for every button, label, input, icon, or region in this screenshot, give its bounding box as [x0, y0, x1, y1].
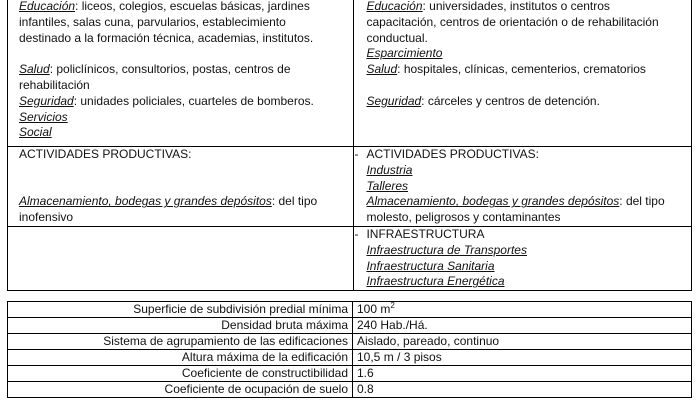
norm-value: Aislado, pareado, continuo	[353, 334, 692, 350]
salud-label: Salud	[366, 62, 398, 77]
infraestructura-item: Infraestructura de Transportes	[366, 242, 527, 257]
talleres-label: Talleres	[366, 178, 409, 193]
norm-value: 240 Hab./Há.	[353, 318, 692, 334]
text-line	[19, 62, 353, 78]
salud-text: : hospitales, clínicas, cementerios, crematorios	[397, 62, 646, 77]
permitted-equipment-cell	[8, 0, 354, 147]
text-line	[366, 94, 691, 110]
empty-cell	[8, 226, 354, 290]
norm-value-text: 100 m	[357, 302, 391, 316]
text-line	[19, 0, 353, 15]
norm-label: Altura máxima de la edificación	[8, 350, 353, 366]
almacenamiento-text: : del tipo	[619, 194, 665, 209]
prohibited-equipment-cell	[354, 0, 692, 147]
educacion-text: : universidades, institutos o centros	[422, 0, 610, 13]
uses-row-equipamiento	[8, 0, 692, 147]
bullet-dash: -	[354, 226, 359, 241]
educacion-text: conductual.	[366, 30, 428, 45]
salud-label: Salud	[19, 62, 50, 77]
educacion-text: infantiles, salas cuna, parvularios, establecimiento	[19, 14, 286, 29]
seguridad-text: : cárceles y centros de detención.	[421, 93, 600, 108]
norm-value	[353, 302, 692, 318]
salud-text: rehabilitación	[19, 77, 90, 92]
educacion-text: capacitación, centros de orientación o de rehabilitación	[366, 14, 659, 29]
spacer	[19, 163, 353, 179]
norm-value: 0.8	[353, 382, 692, 398]
norm-row	[8, 302, 692, 318]
norm-label: Superficie de subdivisión predial mínima	[8, 302, 353, 318]
infraestructura-heading: INFRAESTRUCTURA	[366, 226, 485, 241]
text-line	[19, 94, 353, 110]
productivas-heading: ACTIVIDADES PRODUCTIVAS:	[366, 147, 539, 161]
norm-row	[8, 318, 692, 334]
norm-label: Coeficiente de constructibilidad	[8, 366, 353, 382]
educacion-label: Educación	[366, 0, 423, 13]
uses-row-productivas	[8, 147, 692, 227]
seguridad-label: Seguridad	[19, 93, 74, 108]
norm-value-superscript: 2	[390, 301, 395, 310]
permitted-productive-cell	[8, 147, 354, 227]
educacion-label: Educación	[19, 0, 76, 13]
norm-value: 10,5 m / 3 pisos	[353, 350, 692, 366]
norms-table	[7, 301, 692, 398]
norm-value: 1.6	[353, 366, 692, 382]
text-line	[354, 227, 691, 243]
norm-row	[8, 382, 692, 398]
text-line	[366, 62, 691, 78]
almacenamiento-text: : del tipo	[271, 194, 318, 209]
bullet-dash: -	[354, 147, 359, 161]
uses-row-infraestructura	[8, 226, 692, 290]
seguridad-label: Seguridad	[366, 93, 422, 108]
infrastructure-cell	[354, 226, 692, 290]
norm-label: Sistema de agrupamiento de las edificaciones	[8, 334, 353, 350]
prohibited-productive-cell	[354, 147, 692, 227]
industria-label: Industria	[366, 162, 413, 177]
almacenamiento-label: Almacenamiento, bodegas y grandes depósitos	[366, 194, 620, 209]
spacer	[19, 179, 353, 195]
seguridad-text: : unidades policiales, cuarteles de bomberos.	[73, 93, 314, 108]
spacer	[366, 78, 691, 94]
servicios-label: Servicios	[19, 109, 68, 124]
uses-table	[7, 0, 692, 291]
norm-label: Densidad bruta máxima	[8, 318, 353, 334]
almacenamiento-text: inofensivo	[19, 210, 74, 225]
infraestructura-item: Infraestructura Sanitaria	[366, 258, 495, 273]
social-label: Social	[19, 125, 52, 140]
salud-text: : policlínicos, consultorios, postas, centros de	[49, 62, 291, 77]
norm-row	[8, 334, 692, 350]
norm-row	[8, 366, 692, 382]
almacenamiento-label: Almacenamiento, bodegas y grandes depósitos	[19, 194, 272, 209]
almacenamiento-text: molesto, peligrosos y contaminantes	[366, 210, 561, 225]
spacer	[19, 46, 353, 62]
text-line	[354, 147, 691, 163]
norm-row	[8, 350, 692, 366]
productivas-heading: ACTIVIDADES PRODUCTIVAS:	[19, 147, 192, 161]
text-line	[366, 0, 691, 15]
educacion-text: destinado a la formación técnica, academias, institutos.	[19, 30, 314, 45]
educacion-text: : liceos, colegios, escuelas básicas, jardines	[75, 0, 310, 13]
text-line	[19, 194, 353, 210]
esparcimiento-label: Esparcimiento	[366, 46, 443, 61]
infraestructura-item: Infraestructura Energética	[366, 274, 505, 289]
norm-label: Coeficiente de ocupación de suelo	[8, 382, 353, 398]
text-line	[354, 194, 691, 210]
